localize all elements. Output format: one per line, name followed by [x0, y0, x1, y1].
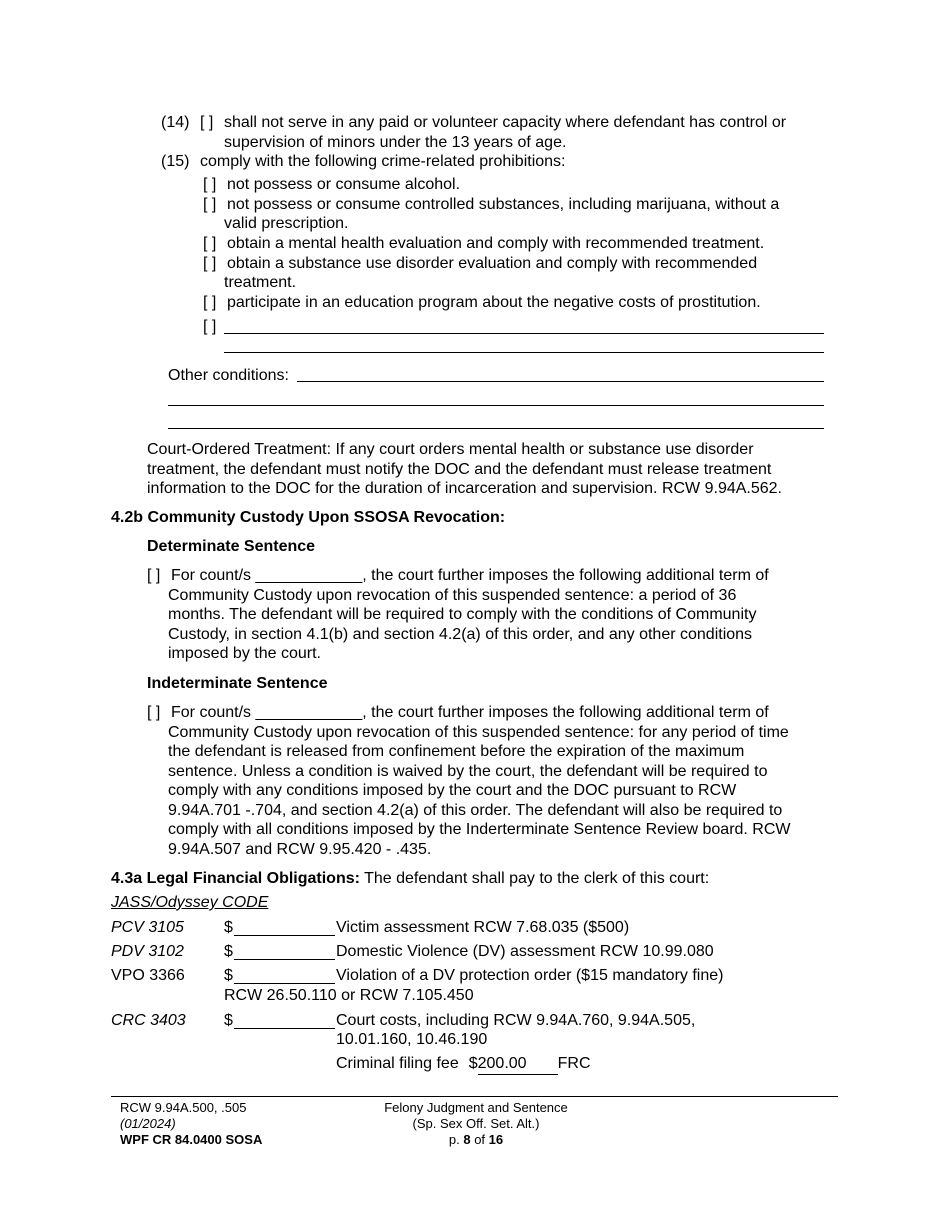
footer-form-number: WPF CR 84.0400 SOSA [120, 1132, 263, 1147]
determinate-line: Custody, in section 4.1(b) and section 4.2(a) of this order, and any other conditions [168, 625, 753, 643]
prohibition-alcohol: not possess or consume alcohol. [227, 176, 461, 193]
prohibition-checkbox[interactable]: [ ] [203, 255, 217, 272]
currency-symbol: $ [224, 1012, 233, 1029]
court-ordered-treatment-line: treatment, the defendant must notify the DOC and the defendant must release treatment [147, 460, 772, 478]
indeterminate-line: comply with any conditions imposed by the court and the DOC pursuant to RCW [168, 782, 737, 799]
section-4-3a-heading [111, 869, 709, 889]
prohibition-substance-use: obtain a substance use disorder evaluation and comply with recommended [227, 255, 758, 272]
determinate-line: imposed by the court. [168, 645, 321, 662]
lfo-code: PCV 3105 [111, 919, 184, 936]
lfo-description: Court costs, including RCW 9.94A.760, 9.94A.505, [336, 1012, 696, 1029]
other-conditions-field-line3[interactable] [168, 428, 824, 429]
filing-fee-row [336, 1054, 591, 1075]
lfo-description: Domestic Violence (DV) assessment RCW 10.99.080 [336, 943, 714, 960]
footer-doc-title: Felony Judgment and Sentence [384, 1100, 568, 1115]
indeterminate-sentence-heading: Indeterminate Sentence [147, 675, 328, 692]
amount-field[interactable] [234, 1028, 335, 1029]
footer-divider [111, 1096, 838, 1097]
prohibition-other-field-line2[interactable] [224, 352, 824, 353]
prohibition-checkbox[interactable]: [ ] [203, 235, 217, 252]
page-indicator [376, 1132, 576, 1148]
indeterminate-checkbox[interactable]: [ ] [147, 704, 161, 721]
item-14-number: (14) [161, 114, 190, 131]
currency-symbol: $ [224, 967, 233, 984]
determinate-line: months. The defendant will be required to comply with the conditions of Community [168, 606, 757, 623]
lfo-code: VPO 3366 [111, 967, 185, 984]
determinate-checkbox[interactable]: [ ] [147, 567, 161, 584]
prohibition-checkbox[interactable]: [ ] [203, 196, 217, 213]
determinate-sentence-text [168, 566, 769, 664]
section-4-3a-title: 4.3a Legal Financial Obligations: [111, 870, 360, 887]
section-4-3a-subtitle: The defendant shall pay to the clerk of this court: [359, 870, 710, 887]
filing-fee-amount-field[interactable] [478, 1054, 558, 1075]
filing-fee-currency: $ [468, 1055, 478, 1072]
item-14-text-line1: shall not serve in any paid or volunteer capacity where defendant has control or [224, 114, 787, 131]
indeterminate-line: sentence. Unless a condition is waived by the court, the defendant will be required to [168, 762, 768, 780]
prohibition-controlled-substances-cont: valid prescription. [224, 215, 349, 232]
item-14-text-line2: supervision of minors under the 13 years of age. [224, 134, 567, 151]
lfo-description: Victim assessment RCW 7.68.035 ($500) [336, 919, 630, 936]
filing-fee-code: FRC [557, 1055, 591, 1072]
court-ordered-treatment-line: Court-Ordered Treatment: If any court orders mental health or substance use disorder [147, 441, 754, 458]
page-of: of [470, 1132, 489, 1147]
section-4-2b-heading: 4.2b Community Custody Upon SSOSA Revocation: [111, 509, 506, 526]
prohibition-other-checkbox[interactable]: [ ] [203, 318, 217, 335]
court-ordered-treatment-line: information to the DOC for the duration of incarceration and supervision. RCW 9.94A.562. [147, 480, 782, 497]
indeterminate-line: For count/s ____________, the court further imposes the following additional term of [171, 704, 769, 721]
amount-field[interactable] [234, 983, 335, 984]
lfo-code: CRC 3403 [111, 1012, 186, 1029]
footer-rcw: RCW 9.94A.500, .505 [120, 1100, 247, 1115]
prohibition-checkbox[interactable]: [ ] [203, 176, 217, 193]
other-conditions-label: Other conditions: [168, 367, 289, 384]
item-15-number: (15) [161, 153, 190, 170]
amount-field[interactable] [234, 935, 335, 936]
determinate-line: Community Custody upon revocation of this suspended sentence: a period of 36 [168, 586, 737, 604]
filing-fee-amount: 200.00 [477, 1055, 527, 1072]
indeterminate-sentence-text [168, 703, 791, 859]
prohibition-other-field[interactable] [224, 333, 824, 334]
other-conditions-field-line2[interactable] [168, 405, 824, 406]
footer-form-date: (01/2024) [120, 1116, 176, 1131]
lfo-code: PDV 3102 [111, 943, 184, 960]
determinate-line: For count/s ____________, the court further imposes the following additional term of [171, 567, 769, 584]
code-column-header: JASS/Odyssey CODE [111, 894, 269, 911]
prohibition-controlled-substances: not possess or consume controlled substances, including marijuana, without a [227, 196, 780, 213]
page-total: 16 [488, 1132, 504, 1147]
indeterminate-line: 9.94A.701 -.704, and section 4.2(a) of this order. The defendant will also be required to [168, 801, 783, 819]
indeterminate-line: the defendant is released from confinement before the expiration of the maximum [168, 743, 745, 760]
page-number: 8 [463, 1132, 471, 1147]
lfo-description-cont: RCW 26.50.110 or RCW 7.105.450 [224, 987, 474, 1004]
amount-field[interactable] [234, 959, 335, 960]
footer-doc-subtitle: (Sp. Sex Off. Set. Alt.) [412, 1116, 540, 1131]
lfo-description: Violation of a DV protection order ($15 mandatory fine) [336, 967, 724, 984]
currency-symbol: $ [224, 919, 233, 936]
indeterminate-line: Community Custody upon revocation of this suspended sentence: for any period of time [168, 723, 789, 741]
currency-symbol: $ [224, 943, 233, 960]
other-conditions-field[interactable] [297, 381, 824, 382]
filing-fee-label: Criminal filing fee [336, 1055, 459, 1072]
lfo-description-cont: 10.01.160, 10.46.190 [336, 1031, 488, 1048]
page-prefix: p. [448, 1132, 464, 1147]
item-15-intro: comply with the following crime-related prohibitions: [200, 153, 566, 170]
prohibition-mental-health: obtain a mental health evaluation and comply with recommended treatment. [227, 235, 765, 252]
determinate-sentence-heading: Determinate Sentence [147, 538, 316, 555]
item-14-checkbox[interactable]: [ ] [200, 114, 214, 131]
prohibition-checkbox[interactable]: [ ] [203, 294, 217, 311]
prohibition-education-program: participate in an education program about the negative costs of prostitution. [227, 294, 761, 311]
indeterminate-line: comply with all conditions imposed by the Inderterminate Sentence Review board. RCW [168, 821, 791, 838]
prohibition-substance-use-cont: treatment. [224, 274, 297, 291]
court-ordered-treatment [147, 440, 782, 499]
indeterminate-line: 9.94A.507 and RCW 9.95.420 - .435. [168, 840, 432, 858]
